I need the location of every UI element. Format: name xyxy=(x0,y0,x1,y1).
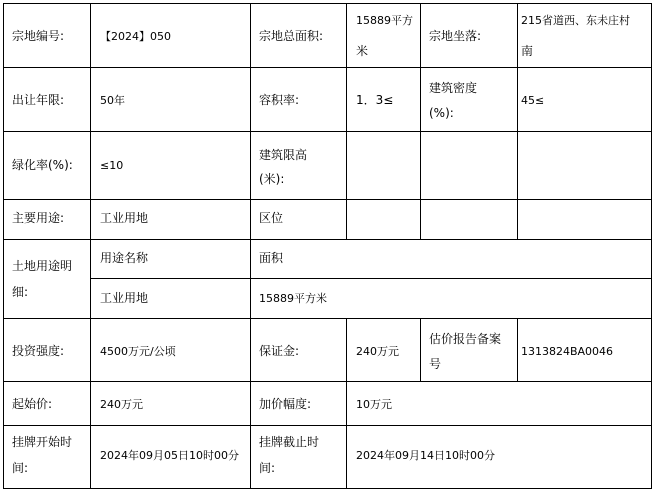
area-cell: 15889平方米 xyxy=(259,292,327,305)
border-line xyxy=(651,3,652,489)
parcel-no-value: 【2024】050 xyxy=(100,30,171,43)
border-line xyxy=(3,488,652,489)
location-label: 宗地坐落: xyxy=(429,29,482,43)
total-area-value: 15889平方 xyxy=(356,14,413,27)
listing-end-value: 2024年09月14日10时00分 xyxy=(356,449,495,462)
location-value: 南 xyxy=(521,44,534,58)
listing-start-value: 2024年09月05日10时00分 xyxy=(100,449,239,462)
border-line xyxy=(3,381,652,382)
appraisal-record-value: 1313824BA0046 xyxy=(521,345,614,358)
border-line xyxy=(3,131,652,132)
start-price-label: 起始价: xyxy=(12,397,53,411)
far-value: 1．3≤ xyxy=(356,93,394,107)
area-header: 面积 xyxy=(259,251,284,265)
total-area-label: 宗地总面积: xyxy=(259,29,324,43)
term-value: 50年 xyxy=(100,94,125,107)
border-line xyxy=(346,3,347,239)
border-line xyxy=(346,318,347,489)
border-line xyxy=(517,3,518,239)
height-limit-label: (米): xyxy=(259,172,285,186)
border-line xyxy=(3,239,652,240)
use-name-header: 用途名称 xyxy=(100,251,149,265)
height-limit-label: 建筑限高 xyxy=(259,148,308,162)
bid-increment-label: 加价幅度: xyxy=(259,397,312,411)
investment-intensity-value: 4500万元/公顷 xyxy=(100,345,176,358)
listing-start-label: 挂牌开始时 xyxy=(12,435,73,449)
deposit-label: 保证金: xyxy=(259,344,300,358)
border-line xyxy=(3,199,652,200)
appraisal-record-label: 号 xyxy=(429,357,442,371)
border-line xyxy=(517,318,518,381)
zone-label: 区位 xyxy=(259,211,284,225)
green-ratio-value: ≤10 xyxy=(100,159,124,172)
use-detail-label: 土地用途明 xyxy=(12,259,73,273)
border-line xyxy=(250,3,251,489)
use-detail-label: 细: xyxy=(12,285,29,299)
deposit-value: 240万元 xyxy=(356,345,399,358)
listing-end-label: 间: xyxy=(259,461,276,475)
density-label: 建筑密度 xyxy=(429,81,478,95)
green-ratio-label: 绿化率(%): xyxy=(12,158,73,172)
listing-end-label: 挂牌截止时 xyxy=(259,435,320,449)
far-label: 容积率: xyxy=(259,93,300,107)
listing-start-label: 间: xyxy=(12,461,29,475)
start-price-value: 240万元 xyxy=(100,398,143,411)
parcel-no-label: 宗地编号: xyxy=(12,29,65,43)
border-line xyxy=(90,278,652,279)
density-value: 45≤ xyxy=(521,94,545,107)
border-line xyxy=(3,425,652,426)
border-line xyxy=(3,3,652,4)
total-area-value: 米 xyxy=(356,44,369,58)
border-line xyxy=(3,318,652,319)
border-line xyxy=(3,67,652,68)
use-name-cell: 工业用地 xyxy=(100,291,149,305)
border-line xyxy=(420,318,421,381)
border-line xyxy=(3,3,4,489)
investment-intensity-label: 投资强度: xyxy=(12,344,65,358)
appraisal-record-label: 估价报告备案 xyxy=(429,332,502,346)
term-label: 出让年限: xyxy=(12,93,65,107)
main-use-value: 工业用地 xyxy=(100,211,149,225)
border-line xyxy=(420,3,421,239)
main-use-label: 主要用途: xyxy=(12,211,65,225)
density-label: (%): xyxy=(429,106,454,120)
border-line xyxy=(90,3,91,489)
bid-increment-value: 10万元 xyxy=(356,398,392,411)
location-value: 215省道西、东未庄村 xyxy=(521,14,630,27)
